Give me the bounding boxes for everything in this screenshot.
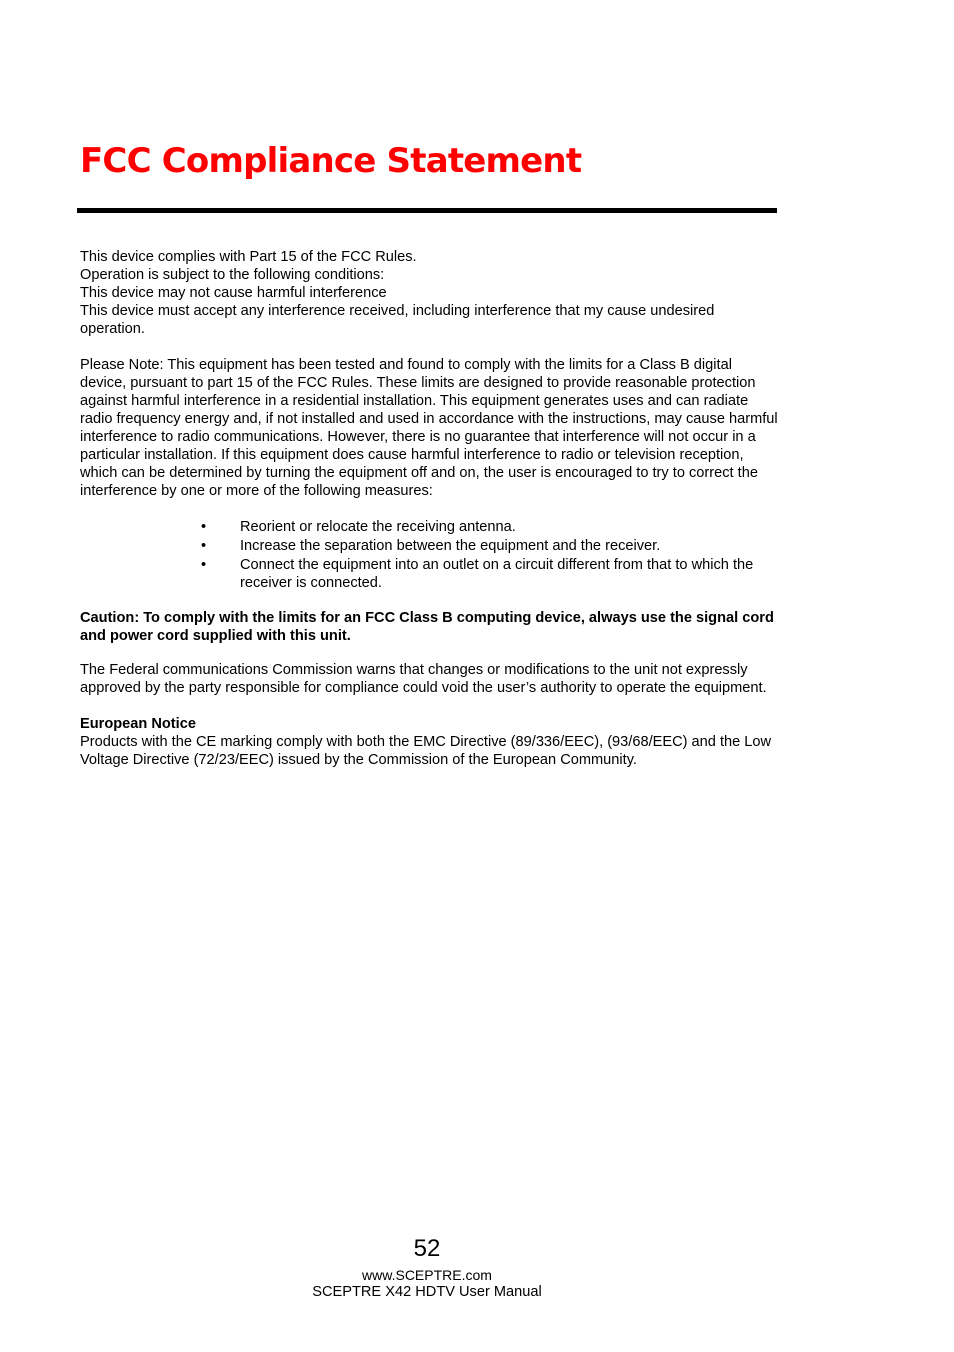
title-divider [77,208,777,213]
list-item: • Reorient or relocate the receiving antenna. [80,518,780,536]
fcc-warning-paragraph: The Federal communications Commission warns that changes or modifications to the unit not expressly approved by the party responsible for compliance could void the user’s authority to operate the equipment. [80,662,767,696]
footer-manual-title: SCEPTRE X42 HDTV User Manual [312,1284,542,1300]
list-item: • Increase the separation between the equipment and the receiver. [80,537,780,555]
intro-line: This device complies with Part 15 of the FCC Rules. [80,249,417,265]
intro-line: This device must accept any interference received, including interference that my cause undesired operation. [80,303,715,337]
intro-line: Operation is subject to the following conditions: [80,267,385,283]
document-body [80,248,780,769]
measures-list [80,518,780,592]
footer-website: www.SCEPTRE.com [362,1267,492,1283]
page-number: 52 [413,1235,441,1262]
list-item: • Connect the equipment into an outlet on a circuit different from that to which the receiver is connected. [80,556,780,592]
european-notice-text: Products with the CE marking comply with both the EMC Directive (89/336/EEC), (93/68/EEC) and the Low Voltage Directive (72/23/EEC) issued by the Commission of the European Community. [80,734,772,768]
page-title: FCC Compliance Statement [80,141,582,181]
european-notice-heading: European Notice [80,716,196,732]
intro-line: This device may not cause harmful interference [80,285,387,301]
note-paragraph: Please Note: This equipment has been tested and found to comply with the limits for a Class B digital device, pursuant to part 15 of the FCC Rules. These limits are designed to provide reasonable protection against harmful interference in a residential installation. This equipment generates uses and can radiate radio frequency energy and, if not installed and used in accordance with the instructions, may cause harmful interference to radio communications. However, there is no guarantee that interference will not occur in a particular installation. If this equipment does cause harmful interference to radio or television reception, which can be determined by turning the equipment off and on, the user is encouraged to try to correct the interference by one or more of the following measures: [80,357,778,499]
caution-paragraph: Caution: To comply with the limits for an FCC Class B computing device, always use the signal cord and power cord supplied with this unit. [80,610,774,644]
